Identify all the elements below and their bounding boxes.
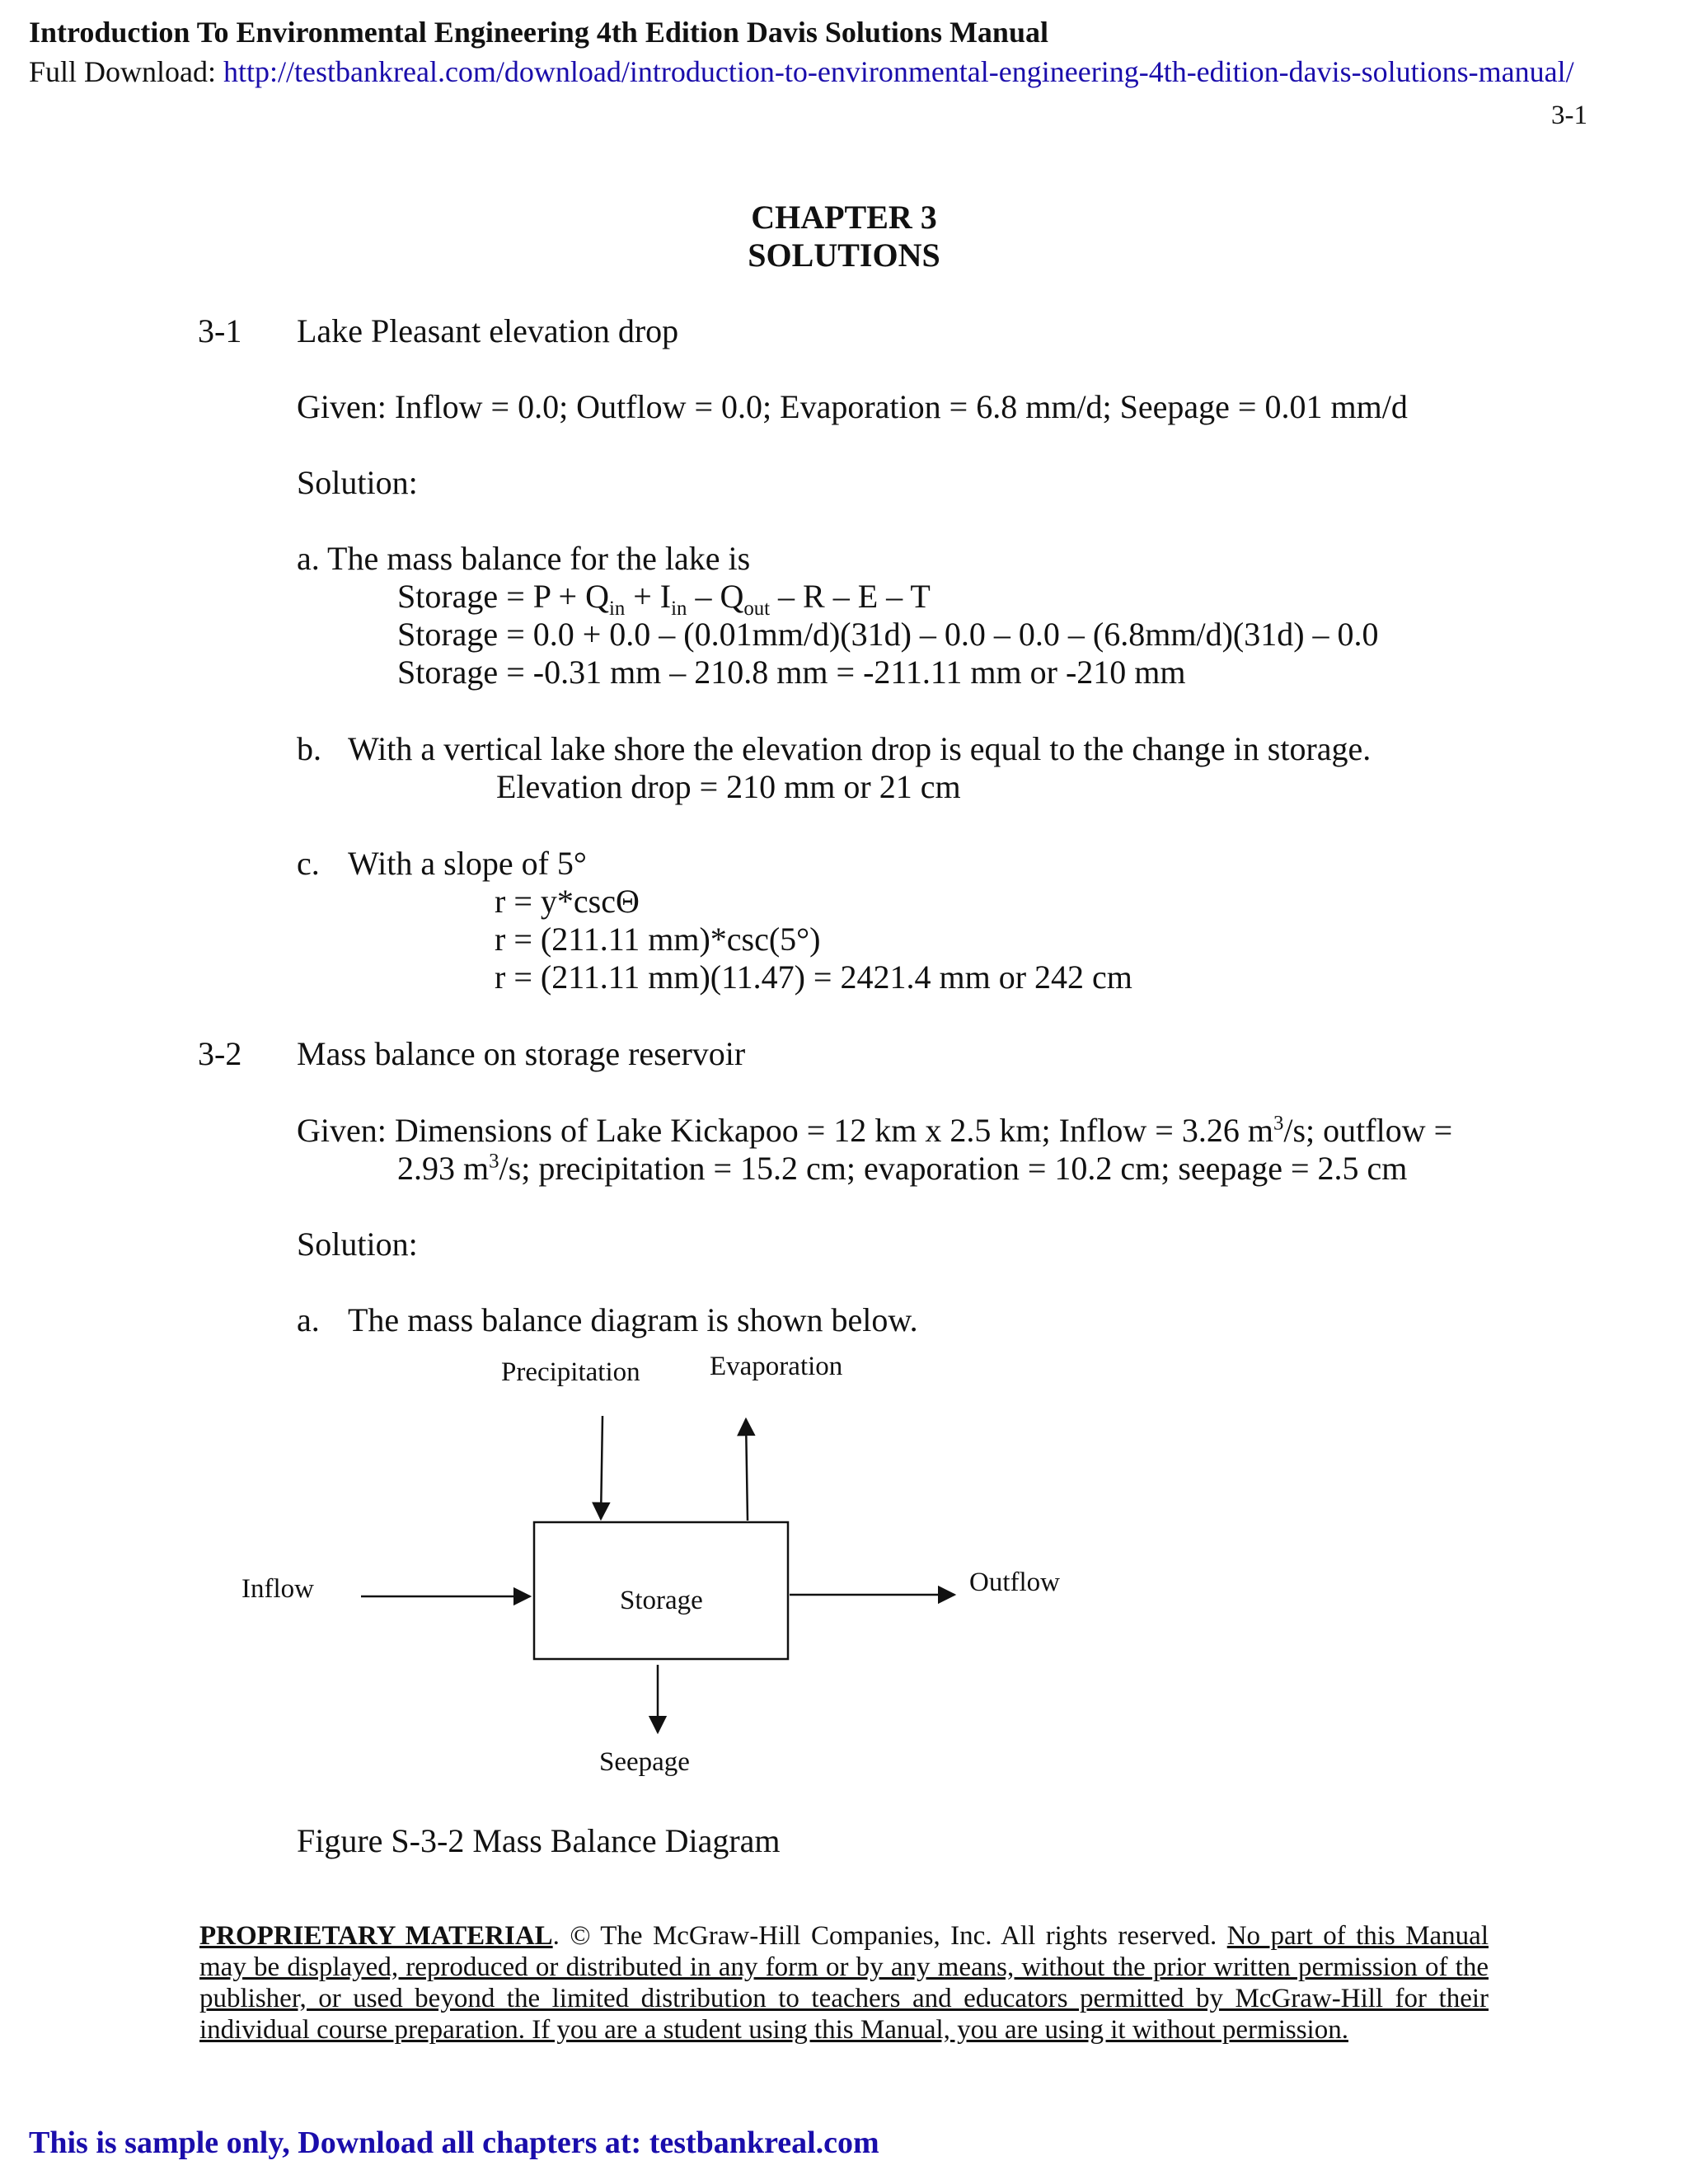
problem-title: Mass balance on storage reservoir — [297, 1035, 746, 1072]
problem-number: 3-1 — [198, 312, 242, 349]
part-letter: b. — [297, 730, 321, 767]
part-a-intro: a. The mass balance for the lake is — [297, 540, 751, 577]
evaporation-label: Evaporation — [710, 1352, 843, 1381]
equation-text: – R – E – T — [770, 578, 931, 615]
precipitation-arrow — [601, 1416, 603, 1519]
equation: r = y*cscΘ — [495, 883, 640, 920]
figure-caption: Figure S-3-2 Mass Balance Diagram — [297, 1822, 781, 1859]
part-b-text: With a vertical lake shore the elevation drop is equal to the change in storage. — [348, 730, 1372, 767]
chapter-subheading: SOLUTIONS — [748, 237, 940, 274]
part-a-text: The mass balance diagram is shown below. — [348, 1301, 918, 1338]
given-line: Given: Inflow = 0.0; Outflow = 0.0; Evaporation = 6.8 mm/d; Seepage = 0.01 mm/d — [297, 388, 1408, 425]
equation: Storage = 0.0 + 0.0 – (0.01mm/d)(31d) – 0.0 – 0.0 – (6.8mm/d)(31d) – 0.0 — [397, 616, 1379, 653]
proprietary-label: PROPRIETARY MATERIAL — [199, 1921, 553, 1951]
equation: r = (211.11 mm)*csc(5°) — [495, 921, 821, 958]
outflow-label: Outflow — [969, 1568, 1060, 1597]
problem-number: 3-2 — [198, 1035, 242, 1072]
precipitation-label: Precipitation — [501, 1357, 640, 1387]
seepage-label: Seepage — [599, 1747, 690, 1777]
download-label: Full Download: — [29, 55, 224, 88]
copyright-text: . © The McGraw-Hill Companies, Inc. All rights reserved. — [552, 1921, 1227, 1951]
subscript: out — [743, 598, 771, 620]
inflow-label: Inflow — [241, 1574, 314, 1604]
solution-label: Solution: — [297, 1226, 418, 1263]
equation-text: – Q — [687, 578, 744, 615]
document-title: Introduction To Environmental Engineering 4th Edition Davis Solutions Manual — [29, 16, 1048, 49]
equation: Storage = -0.31 mm – 210.8 mm = -211.11 mm or -210 mm — [397, 654, 1186, 691]
equation-text: + I — [625, 578, 672, 615]
proprietary-notice — [199, 1920, 1489, 2046]
subscript: in — [671, 598, 687, 620]
part-letter: c. — [297, 845, 320, 882]
equation: r = (211.11 mm)(11.47) = 2421.4 mm or 242 cm — [495, 958, 1132, 996]
chapter-heading: CHAPTER 3 — [751, 199, 937, 236]
given-text: 2.93 m — [397, 1150, 490, 1187]
page-number: 3-1 — [1551, 101, 1587, 130]
permission-notice: No part of this Manual may be displayed, reproduced or distributed in any form or by any means, without the prior written permission of the publisher, or used beyond the limited distribution to teachers and educators permitted by McGraw-Hill for their individual course preparation. If you are a student using this Manual, you are using it without permission. — [199, 1921, 1489, 2045]
part-c-text: With a slope of 5° — [348, 845, 587, 882]
given-text: Given: Dimensions of Lake Kickapoo = 12 km x 2.5 km; Inflow = 3.26 m — [297, 1112, 1273, 1149]
given-text: /s; precipitation = 15.2 cm; evaporation = 10.2 cm; seepage = 2.5 cm — [499, 1150, 1408, 1187]
part-letter: a. — [297, 1301, 320, 1338]
problem-title: Lake Pleasant elevation drop — [297, 312, 679, 349]
download-link[interactable]: http://testbankreal.com/download/introduction-to-environmental-engineering-4th-edition-davis-solutions-manual/ — [223, 55, 1574, 88]
storage-label: Storage — [620, 1586, 703, 1615]
solution-label: Solution: — [297, 464, 418, 501]
equation-text: Storage = P + Q — [397, 578, 609, 615]
superscript: 3 — [1273, 1112, 1284, 1135]
sample-note[interactable]: This is sample only, Download all chapters at: testbankreal.com — [29, 2125, 879, 2160]
evaporation-arrow — [746, 1419, 748, 1521]
given-text: /s; outflow = — [1283, 1112, 1453, 1149]
equation: Elevation drop = 210 mm or 21 cm — [496, 768, 961, 805]
superscript: 3 — [489, 1150, 499, 1173]
subscript: in — [608, 598, 626, 620]
